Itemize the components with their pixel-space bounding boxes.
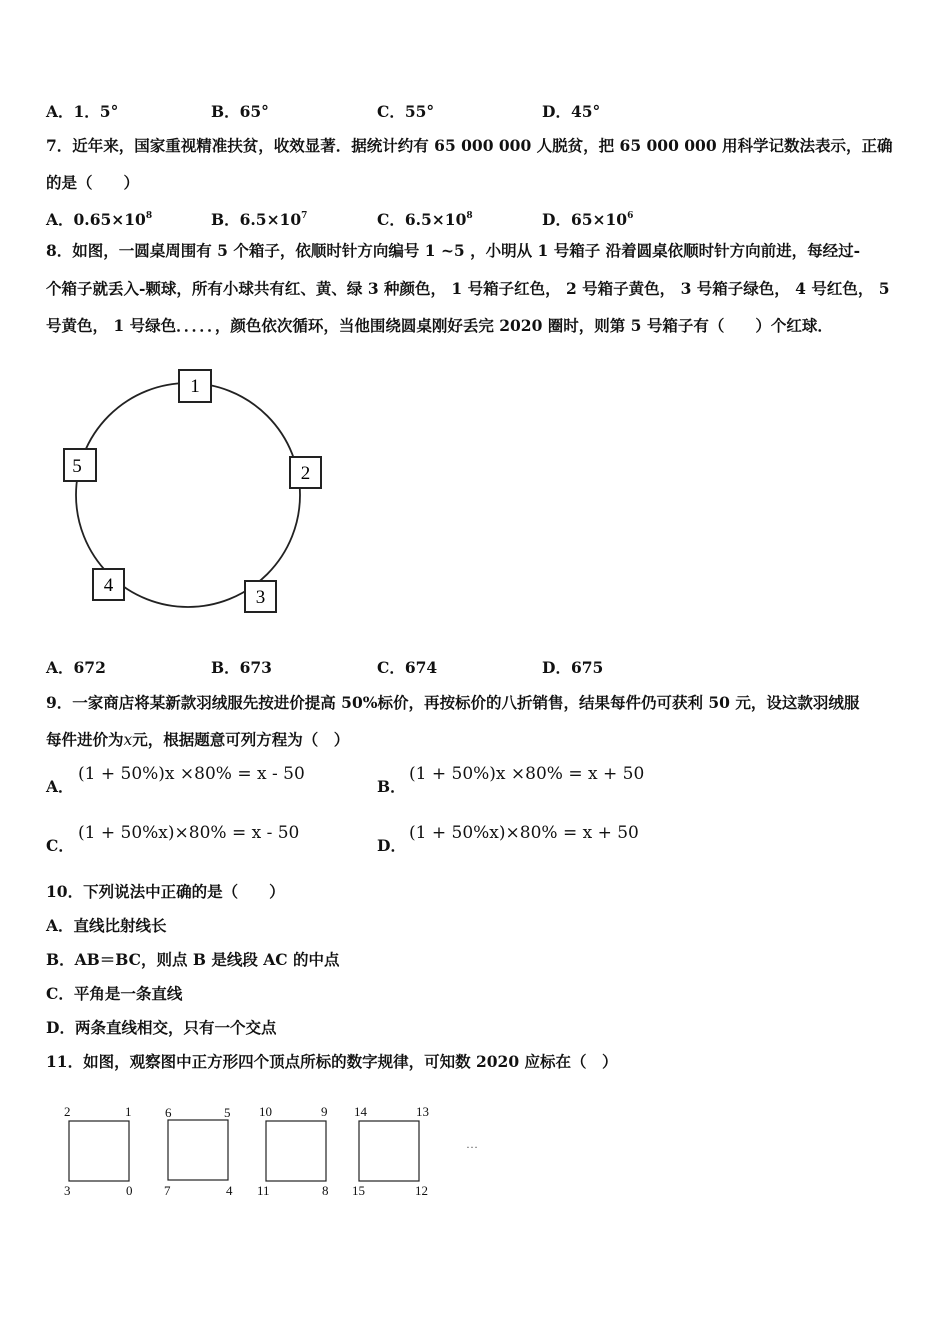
- q8-option-b: B．673: [211, 658, 272, 677]
- squares-figure: [0, 1100, 950, 1210]
- ellipsis: …: [466, 1137, 478, 1151]
- square-4-bottom-right: 12: [415, 1183, 428, 1198]
- q9-option-d-label: D．: [377, 836, 406, 855]
- q9-option-a-label: A．: [46, 777, 74, 796]
- box-5: [64, 449, 96, 481]
- q9-option-a-equation: (1 + 50%)x ×80% = x - 50: [78, 764, 305, 784]
- q7-option-d: D．$65\times 10^6$: [542, 210, 634, 229]
- box-2: [290, 457, 321, 488]
- q8-stem-line2: 个箱子就丢入-颗球，所有小球共有红、黄、绿 3 种颜色， 1 号箱子红色， 2 号箱子黄色， 3 号箱子绿色， 4 号红色， 5: [46, 279, 890, 298]
- box-4: [93, 569, 124, 600]
- q8-option-d: D．675: [542, 658, 604, 677]
- q6-option-d: D．45°: [542, 102, 601, 121]
- q8-stem-line1: 8．如图，一圆桌周围有 5 个箱子，依顺时针方向编号 1 ~5 ，小明从 1 号箱子 沿着圆桌依顺时针方向前进，每经过-: [46, 241, 861, 260]
- square-4-bottom-left: 15: [352, 1183, 365, 1198]
- square-2: [168, 1120, 228, 1180]
- square-2-bottom-right: 4: [226, 1183, 233, 1198]
- square-1: [69, 1121, 129, 1181]
- svg-text:1: 1: [190, 376, 200, 397]
- q10-option-a: A．直线比射线长: [46, 916, 167, 935]
- q9-option-d-equation: (1 + 50%x)×80% = x + 50: [409, 823, 639, 843]
- square-4-top-left: 14: [354, 1104, 367, 1119]
- q10-option-d: D．两条直线相交，只有一个交点: [46, 1018, 277, 1037]
- square-2-top-right: 5: [224, 1105, 231, 1120]
- q6-option-c: C．55°: [377, 102, 435, 121]
- svg-text:3: 3: [255, 587, 266, 608]
- q9-stem-line2: 每件进价为x元，根据题意可列方程为（ ）: [46, 730, 350, 749]
- square-2-bottom-left: 7: [164, 1183, 171, 1198]
- square-3-bottom-right: 8: [322, 1183, 329, 1198]
- square-3-bottom-left: 11: [257, 1183, 270, 1198]
- q7-option-a: A．$0.65\times 10^8$: [46, 210, 153, 229]
- q7-stem-line1: 7．近年来，国家重视精准扶贫，收效显著．据统计约有 65 000 000 人脱贫，把 65 000 000 用科学记数法表示，正确: [46, 136, 893, 155]
- q9-option-c-equation: (1 + 50%x)×80% = x - 50: [78, 823, 300, 843]
- q9-stem-line1: 9．一家商店将某新款羽绒服先按进价提高 50%标价，再按标价的八折销售，结果每件仍可获利 50 元，设这款羽绒服: [46, 693, 860, 712]
- q8-option-c: C．674: [377, 658, 438, 677]
- q9-option-c-label: C．: [46, 836, 74, 855]
- q9-option-b-equation: (1 + 50%)x ×80% = x + 50: [409, 764, 645, 784]
- svg-text:2: 2: [300, 463, 311, 484]
- square-3-top-right: 9: [321, 1104, 328, 1119]
- q10-option-c: C．平角是一条直线: [46, 984, 183, 1003]
- square-1-top-right: 1: [125, 1104, 132, 1119]
- square-4-top-right: 13: [416, 1104, 429, 1119]
- q11-stem: 11．如图，观察图中正方形四个顶点所标的数字规律，可知数 2020 应标在（ ）: [46, 1052, 618, 1071]
- svg-text:5: 5: [72, 456, 82, 477]
- square-3-top-left: 10: [259, 1104, 272, 1119]
- square-3: [266, 1121, 326, 1181]
- box-3: [245, 581, 276, 612]
- square-1-bottom-left: 3: [64, 1183, 71, 1198]
- q6-option-a: A．1．5°: [46, 102, 119, 121]
- q7-option-c: C．$6.5\times 10^8$: [377, 210, 473, 229]
- square-2-top-left: 6: [165, 1105, 172, 1120]
- square-1-top-left: 2: [64, 1104, 71, 1119]
- square-1-bottom-right: 0: [126, 1183, 133, 1198]
- q7-option-b: B．$6.5\times 10^7$: [211, 210, 308, 229]
- square-4: [359, 1121, 419, 1181]
- round-table-figure: [0, 0, 950, 660]
- box-1: [179, 370, 211, 402]
- q7-stem-line2: 的是（ ）: [46, 173, 140, 192]
- q10-stem: 10．下列说法中正确的是（ ）: [46, 882, 285, 901]
- q8-stem-line3: 号黄色， 1 号绿色．．．．．，颜色依次循环，当他围绕圆桌刚好丢完 2020 圈时，则第 5 号箱子有（ ）个红球．: [46, 316, 833, 335]
- q10-option-b: B．AB＝BC，则点 B 是线段 AC 的中点: [46, 950, 340, 969]
- q9-option-b-label: B．: [377, 777, 406, 796]
- q8-option-a: A．672: [46, 658, 106, 677]
- svg-text:4: 4: [103, 575, 114, 596]
- q6-option-b: B．65°: [211, 102, 269, 121]
